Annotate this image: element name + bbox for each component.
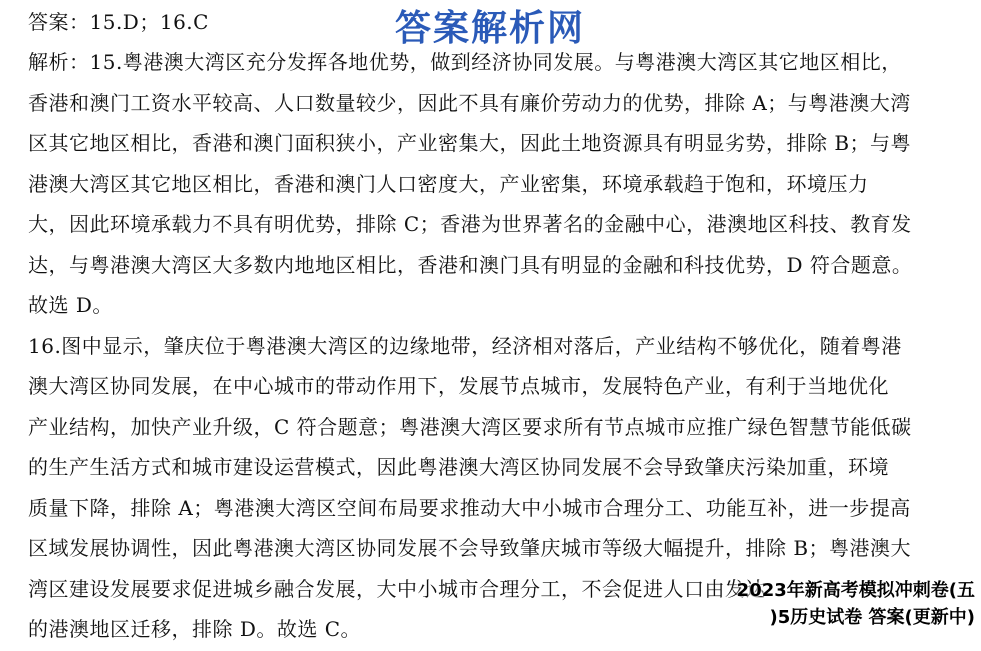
analysis-line: 解析：15.粤港澳大湾区充分发挥各地优势，做到经济协同发展。与粤港澳大湾区其它地区相比， bbox=[28, 50, 902, 74]
analysis-line: 澳大湾区协同发展，在中心城市的带动作用下，发展节点城市，发展特色产业，有利于当地优化 bbox=[28, 374, 889, 398]
analysis-line: 大，因此环境承载力不具有明优势，排除 C；香港为世界著名的金融中心，港澳地区科技、教育发 bbox=[28, 212, 912, 236]
analysis-line: 故选 D。 bbox=[28, 293, 113, 317]
watermark-logo: 答案解析网 bbox=[395, 8, 586, 49]
analysis-line: 区其它地区相比，香港和澳门面积狭小，产业密集大，因此土地资源具有明显劣势，排除 B；与粤 bbox=[28, 131, 912, 155]
analysis-line: 质量下降，排除 A；粤港澳大湾区空间布局要求推动大中小城市合理分工、功能互补，进一步提高 bbox=[28, 496, 911, 520]
analysis-line: 香港和澳门工资水平较高、人口数量较少，因此不具有廉价劳动力的优势，排除 A；与粤港澳大湾 bbox=[28, 91, 911, 115]
overlay-title-line2: )5历史试卷 答案(更新中) bbox=[769, 607, 975, 628]
analysis-line: 的生产生活方式和城市建设运营模式，因此粤港澳大湾区协同发展不会导致肇庆污染加重，环境 bbox=[28, 455, 889, 479]
analysis-line: 湾区建设发展要求促进城乡融合发展，大中小城市合理分工，不会促进人口由发达 bbox=[28, 577, 766, 601]
analysis-line: 港澳大湾区其它地区相比，香港和澳门人口密度大，产业密集，环境承载趋于饱和，环境压力 bbox=[28, 172, 869, 196]
analysis-line: 16.图中显示，肇庆位于粤港澳大湾区的边缘地带，经济相对落后，产业结构不够优化，随着粤港 bbox=[28, 334, 902, 358]
overlay-title-line1: 2023年新高考模拟冲刺卷(五 bbox=[736, 580, 975, 601]
analysis-line: 的港澳地区迁移，排除 D。故选 C。 bbox=[28, 617, 362, 641]
analysis-line: 达，与粤港澳大湾区大多数内地地区相比，香港和澳门具有明显的金融和科技优势，D 符合题意。 bbox=[28, 253, 913, 277]
analysis-line: 区域发展协调性，因此粤港澳大湾区协同发展不会导致肇庆城市等级大幅提升，排除 B；粤港澳大 bbox=[28, 536, 912, 560]
analysis-line: 产业结构，加快产业升级，C 符合题意；粤港澳大湾区要求所有节点城市应推广绿色智慧节能低碳 bbox=[28, 415, 912, 439]
answer-line: 答案：15.D；16.C bbox=[28, 10, 209, 34]
